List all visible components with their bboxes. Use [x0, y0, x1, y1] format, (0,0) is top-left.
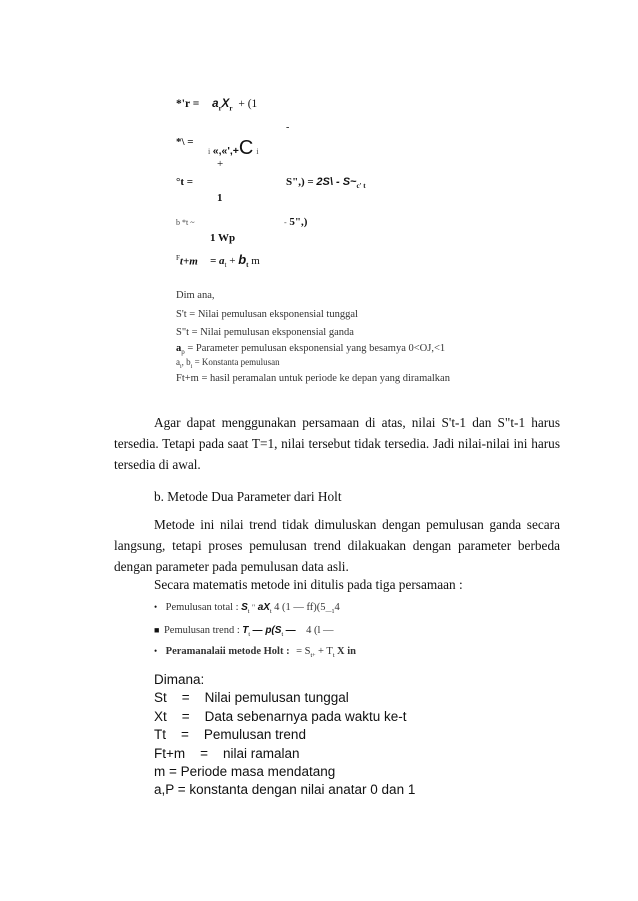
section-heading-b: b. Metode Dua Parameter dari Holt — [154, 489, 342, 504]
formula-5-rhs — [210, 252, 260, 269]
bullet-2-mid: — p(S — [252, 625, 282, 636]
bullet-2-t-sub: t — [248, 632, 251, 638]
bullet-3-plus: + T — [318, 646, 333, 657]
formula-2-lhs: *\ = — [176, 136, 194, 148]
bullet-1-ax-sub: t — [269, 609, 272, 615]
bullet-2-t: T — [242, 625, 249, 636]
formula-5-f: F — [176, 254, 180, 262]
formula-4-dash: - — [284, 218, 287, 227]
formula-1 — [176, 98, 257, 112]
formula-4-lhs: b *t ~ — [176, 218, 195, 227]
bullet-2 — [154, 625, 334, 638]
bullet-3-eq: = S — [296, 646, 311, 657]
bullet-3-mark: • — [154, 646, 158, 656]
formula-2-pre: i — [208, 147, 211, 156]
legend-line-3-sym: a — [176, 343, 182, 354]
bullet-3-label: Peramanalaii metode Holt : — [165, 646, 290, 657]
formula-1-lhs: *'r = — [176, 98, 200, 110]
legend-line-3 — [176, 343, 445, 356]
bullet-1-end: 4 — [334, 602, 340, 613]
formula-5 — [176, 254, 198, 268]
formula-5-eq: = a — [210, 255, 225, 267]
legend-intro: Dim ana, — [176, 290, 215, 301]
formula-1-a-sub: r — [218, 104, 222, 113]
legend-line-4-b-sub: i — [190, 363, 193, 370]
formula-4 — [284, 216, 307, 228]
definitions — [154, 671, 415, 800]
formula-1-tail: + (1 — [238, 98, 258, 110]
definition-tt: Tt = Pemulusan trend — [154, 727, 306, 743]
bullet-3 — [154, 646, 356, 659]
definition-st: St = Nilai pemulusan tunggal — [154, 690, 349, 706]
formula-2 — [176, 136, 194, 148]
definition-xt: Xt = Data sebenarnya pada waktu ke-t — [154, 708, 407, 724]
formula-2-post: i — [256, 147, 259, 156]
formula-3-sub2: ' t — [359, 182, 366, 191]
legend-line-3-text: = Parameter pemulusan eksponensial yang besamya 0<OJ,<1 — [187, 343, 446, 354]
bullet-1-s: S — [241, 602, 248, 613]
bullet-1 — [154, 602, 340, 615]
bullet-3-eq-sub: t+ — [310, 653, 316, 659]
definition-ap: a,P = konstanta dengan nilai anatar 0 dan 1 — [154, 782, 416, 798]
definition-m: m = Periode masa mendatang — [154, 764, 336, 780]
legend-line-4 — [176, 357, 280, 370]
paragraph-1-text: Agar dapat menggunakan persamaan di atas, nilai S't-1 dan S"t-1 harus tersedia. Tetapi pada saat T=1, nilai tersebut tidak tersedia. Jadi nilai-nilai ini harus tersedia di awal. — [114, 415, 560, 472]
formula-1-x-sub: r — [229, 104, 233, 113]
legend-line-1: S't = Nilai pemulusan eksponensial tunggal — [176, 309, 358, 320]
bullet-1-tail: 4 (1 — ff)(5 — [274, 602, 326, 613]
legend-line-5: Ft+m = hasil peramalan untuk periode ke depan yang diramalkan — [176, 373, 450, 384]
formula-3-sub: c — [356, 182, 360, 191]
legend-line-4-a: a — [176, 357, 180, 367]
formula-3-rhs: 2S\ - S~ — [316, 176, 357, 188]
formula-5-plus: + — [229, 255, 236, 267]
legend-line-4-text: = Konstanta pemulusan — [194, 357, 280, 367]
formula-3 — [286, 176, 366, 190]
formula-1-x: X — [221, 98, 230, 110]
formula-1-dash: - — [286, 122, 290, 133]
paragraph-2 — [114, 514, 560, 577]
formula-5-b-sub: t — [246, 261, 249, 270]
bullet-1-ax: aX — [257, 602, 270, 613]
formula-2-body: «,«',+ — [212, 145, 239, 157]
definitions-intro: Dimana: — [154, 672, 205, 687]
paragraph-1 — [114, 412, 560, 475]
formula-3-mid: S",) = — [286, 176, 314, 188]
bullet-2-label: Pemulusan trend : — [163, 625, 240, 636]
legend-line-2: S"t = Nilai pemulusan eksponensial ganda — [176, 327, 354, 338]
bullet-1-quote: " — [251, 603, 256, 612]
bullet-3-t-sub: t — [332, 653, 335, 659]
bullet-2-mark: ■ — [154, 625, 160, 635]
legend-line-4-a-sub: i — [180, 363, 182, 370]
bullet-1-label: Pemulusan total : — [165, 602, 239, 613]
legend-line-3-sub: p — [181, 348, 185, 357]
formula-5-eq-sub: t — [224, 261, 227, 270]
formula-2-plus: + — [217, 158, 224, 170]
bullet-2-mid-sub: t — [281, 632, 284, 638]
formula-2-big-c: C — [238, 137, 254, 159]
formula-3-one: 1 — [217, 192, 223, 204]
bullet-2-dash: — — [285, 625, 296, 636]
formula-4-mid: 5",) — [289, 216, 308, 228]
bullet-1-mark: • — [154, 602, 158, 612]
bullet-1-tail-sub2: 1 — [331, 609, 335, 615]
bullet-2-tail: 4 (l — — [306, 625, 334, 636]
formula-1-a: a — [212, 98, 219, 110]
definition-ftm: Ft+m = nilai ramalan — [154, 745, 300, 761]
formula-2-rhs — [208, 137, 259, 160]
legend-line-4-b: , b — [181, 357, 191, 367]
formula-4-wp: 1 Wp — [210, 232, 236, 244]
bullet-1-s-sub: t — [247, 609, 250, 615]
paragraph-2-text: Metode ini nilai trend tidak dimuluskan dengan pemulusan ganda secara langsung, tetapi proses pemulusan trend dilakuakan dengan parameter berbeda dengan parameter pada pemulusan data asli. — [114, 517, 560, 574]
formula-3-lhs: °t = — [176, 176, 194, 188]
formula-5-m: m — [251, 255, 260, 267]
formula-5-lhs: t+m — [179, 255, 198, 268]
paragraph-3: Secara matematis metode ini ditulis pada tiga persamaan : — [154, 577, 463, 592]
bullet-3-tail: X in — [337, 646, 356, 657]
formula-5-b: b — [238, 252, 247, 267]
bullet-1-tail-sub: — — [325, 609, 332, 615]
